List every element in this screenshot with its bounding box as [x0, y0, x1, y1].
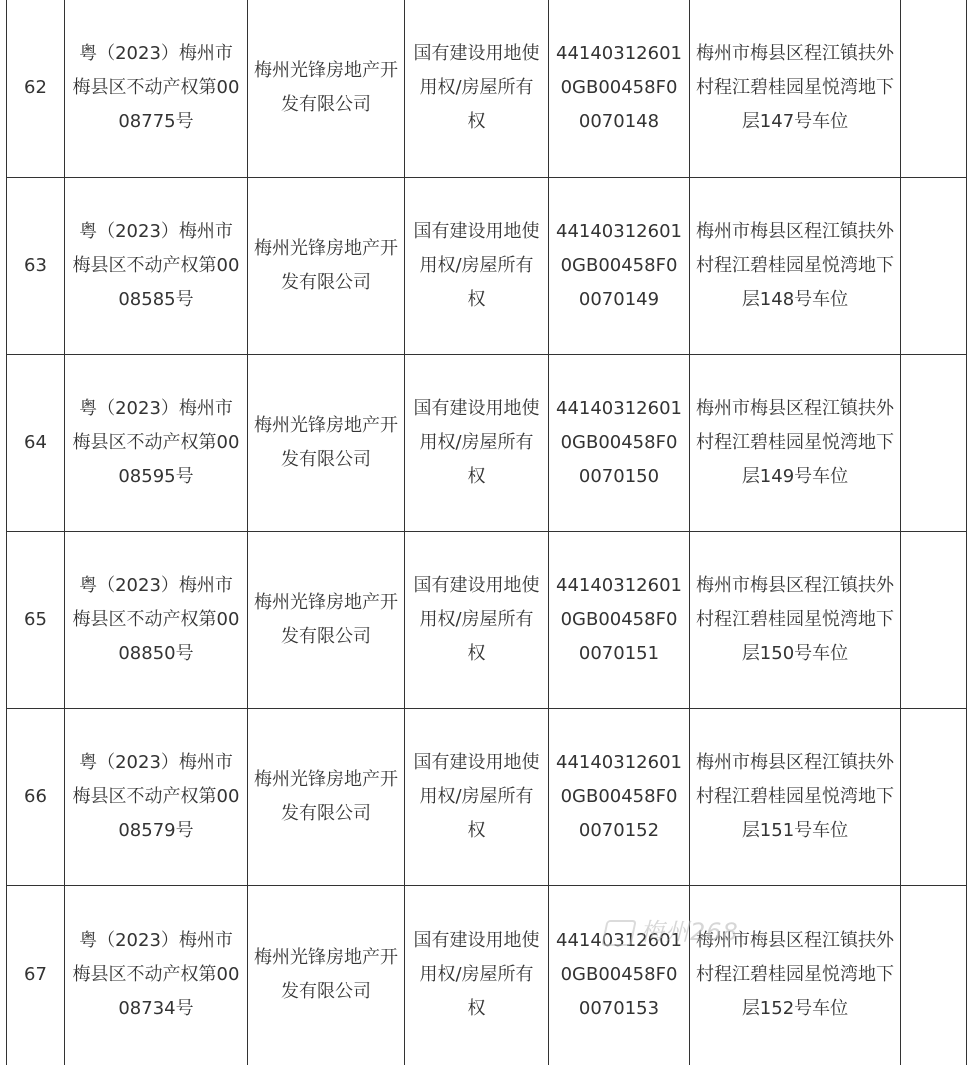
- owner-name: 梅州光锋房地产开发有限公司: [248, 531, 405, 708]
- property-address: 梅州市梅县区程江镇扶外村程江碧桂园星悦湾地下层147号车位: [690, 0, 901, 177]
- extra-cell: [901, 354, 967, 531]
- right-type: 国有建设用地使用权/房屋所有权: [405, 354, 549, 531]
- property-table: [6, 0, 967, 1065]
- owner-name: 梅州光锋房地产开发有限公司: [248, 885, 405, 1065]
- unit-code: 441403126010GB00458F00070153: [549, 885, 690, 1065]
- certificate-number: 粤（2023）梅州市梅县区不动产权第0008775号: [65, 0, 248, 177]
- extra-cell: [901, 708, 967, 885]
- certificate-number: 粤（2023）梅州市梅县区不动产权第0008850号: [65, 531, 248, 708]
- extra-cell: [901, 885, 967, 1065]
- row-number: 66: [7, 708, 65, 885]
- property-address: 梅州市梅县区程江镇扶外村程江碧桂园星悦湾地下层148号车位: [690, 177, 901, 354]
- owner-name: 梅州光锋房地产开发有限公司: [248, 354, 405, 531]
- row-number: 65: [7, 531, 65, 708]
- right-type: 国有建设用地使用权/房屋所有权: [405, 708, 549, 885]
- table-row: [7, 177, 967, 354]
- right-type: 国有建设用地使用权/房屋所有权: [405, 531, 549, 708]
- unit-code: 441403126010GB00458F00070152: [549, 708, 690, 885]
- row-number: 63: [7, 177, 65, 354]
- table-row: [7, 708, 967, 885]
- watermark-text: 梅州268: [640, 918, 739, 946]
- property-address: 梅州市梅县区程江镇扶外村程江碧桂园星悦湾地下层150号车位: [690, 531, 901, 708]
- extra-cell: [901, 177, 967, 354]
- table-row: [7, 885, 967, 1065]
- certificate-number: 粤（2023）梅州市梅县区不动产权第0008579号: [65, 708, 248, 885]
- certificate-number: 粤（2023）梅州市梅县区不动产权第0008585号: [65, 177, 248, 354]
- row-number: 64: [7, 354, 65, 531]
- right-type: 国有建设用地使用权/房屋所有权: [405, 0, 549, 177]
- row-number: 62: [7, 0, 65, 177]
- owner-name: 梅州光锋房地产开发有限公司: [248, 177, 405, 354]
- right-type: 国有建设用地使用权/房屋所有权: [405, 177, 549, 354]
- table-row: [7, 354, 967, 531]
- owner-name: 梅州光锋房地产开发有限公司: [248, 708, 405, 885]
- unit-code: 441403126010GB00458F00070150: [549, 354, 690, 531]
- extra-cell: [901, 531, 967, 708]
- table-row: [7, 531, 967, 708]
- right-type: 国有建设用地使用权/房屋所有权: [405, 885, 549, 1065]
- owner-name: 梅州光锋房地产开发有限公司: [248, 0, 405, 177]
- property-address: 梅州市梅县区程江镇扶外村程江碧桂园星悦湾地下层152号车位: [690, 885, 901, 1065]
- property-address: 梅州市梅县区程江镇扶外村程江碧桂园星悦湾地下层151号车位: [690, 708, 901, 885]
- unit-code: 441403126010GB00458F00070149: [549, 177, 690, 354]
- table-row: [7, 0, 967, 177]
- unit-code: 441403126010GB00458F00070151: [549, 531, 690, 708]
- row-number: 67: [7, 885, 65, 1065]
- unit-code: 441403126010GB00458F00070148: [549, 0, 690, 177]
- certificate-number: 粤（2023）梅州市梅县区不动产权第0008595号: [65, 354, 248, 531]
- certificate-number: 粤（2023）梅州市梅县区不动产权第0008734号: [65, 885, 248, 1065]
- extra-cell: [901, 0, 967, 177]
- property-address: 梅州市梅县区程江镇扶外村程江碧桂园星悦湾地下层149号车位: [690, 354, 901, 531]
